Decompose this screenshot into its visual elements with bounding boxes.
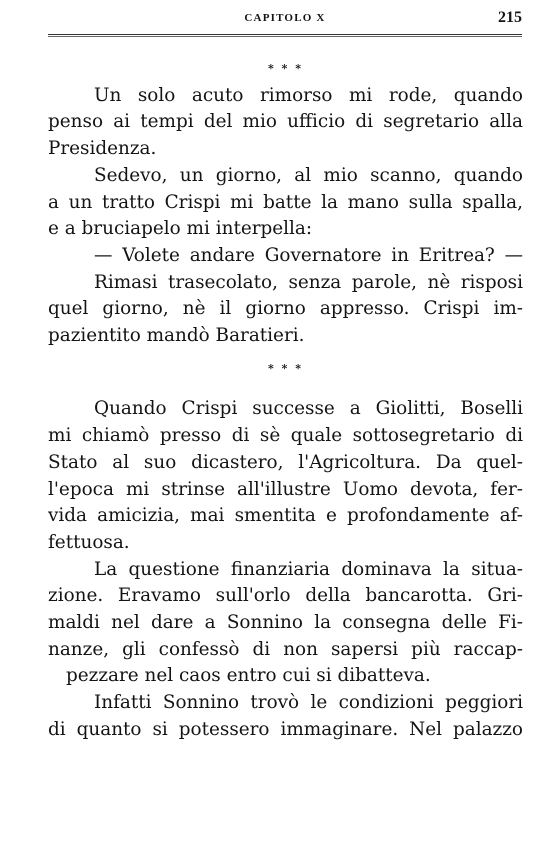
text-line: l'epoca mi strinse all'illustre Uomo devota, fer- — [48, 478, 523, 500]
text-line: Sedevo, un giorno, al mio scanno, quando — [94, 164, 523, 186]
text-line: Rimasi trasecolato, senza parole, nè risposi — [94, 271, 523, 293]
section-separator: * * * — [268, 361, 303, 375]
text-line: di quanto si potessero immaginare. Nel palazzo — [48, 718, 523, 740]
text-line: Stato al suo dicastero, l'Agricoltura. Da quel- — [48, 451, 523, 473]
paragraph — [48, 270, 523, 350]
text-line: a un tratto Crispi mi batte la mano sulla spalla, — [48, 191, 523, 213]
text-line: mi chiamò presso di sè quale sottosegretario di — [48, 425, 523, 447]
text-line: — Volete andare Governatore in Eritrea? — — [94, 244, 523, 266]
text-line: Infatti Sonnino trovò le condizioni peggiori — [94, 692, 523, 714]
page-body — [48, 56, 523, 744]
text-line: e a bruciapelo mi interpella: — [48, 218, 313, 240]
text-line: maldi nel dare a Sonnino la consegna delle Fi- — [48, 612, 523, 634]
paragraph — [48, 690, 523, 743]
text-line: penso ai tempi del mio ufficio di segretario alla — [48, 111, 523, 133]
text-line: pezzare nel caos entro cui si dibatteva. — [66, 665, 431, 687]
header-rule — [48, 34, 522, 37]
text-line: nanze, gli confessò di non sapersi più raccap- — [48, 638, 523, 660]
page-header — [48, 9, 522, 36]
running-title: CAPITOLO X — [244, 12, 326, 24]
text-line: fettuosa. — [48, 531, 130, 553]
text-line: Quando Crispi successe a Giolitti, Boselli — [94, 398, 523, 420]
paragraph — [48, 243, 523, 270]
text-line: quel giorno, nè il giorno appresso. Crispi im- — [48, 298, 523, 320]
text-line: pazientito mandò Baratieri. — [48, 325, 305, 347]
paragraph — [48, 83, 523, 163]
paragraph — [48, 557, 523, 691]
paragraph — [48, 163, 523, 243]
text-line: Presidenza. — [48, 138, 157, 160]
text-line: Un solo acuto rimorso mi rode, quando — [94, 84, 523, 106]
text-line: zione. Eravamo sull'orlo della bancarotta. Gri- — [48, 585, 523, 607]
text-line: vida amicizia, mai smentita e profondamente af- — [48, 505, 523, 527]
section-separator: * * * — [268, 62, 303, 75]
text-line: La questione finanziaria dominava la situa- — [94, 558, 523, 580]
page-number: 215 — [498, 9, 522, 26]
paragraph — [48, 396, 523, 556]
